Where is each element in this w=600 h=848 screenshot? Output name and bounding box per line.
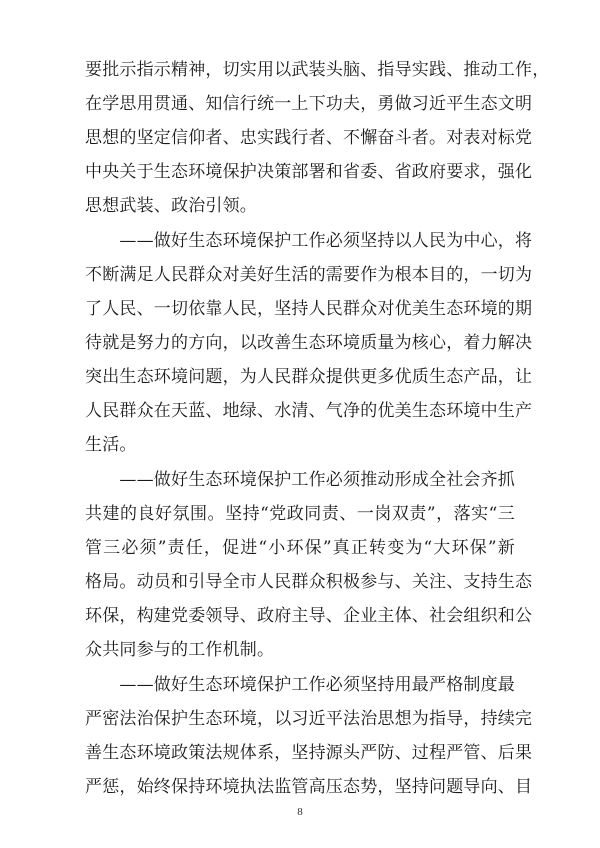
body-text-line: 不断满足人民群众对美好生活的需要作为根本目的，一切为 xyxy=(85,265,533,285)
body-text-line: 中央关于生态环境保护决策部署和省委、省政府要求，强化 xyxy=(85,162,533,182)
body-text-line: 管三必须”责任，促进“小环保”真正转变为“大环保”新 xyxy=(85,538,515,558)
paragraph-first-line: ——做好生态环境保护工作必须坚持以人民为中心，将 xyxy=(85,231,533,251)
body-text-line: 格局。动员和引导全市人民群众积极参与、关注、支持生态 xyxy=(85,572,533,592)
body-text-line: 突出生态环境问题，为人民群众提供更多优质生态产品，让 xyxy=(85,367,533,387)
paragraph-first-line: ——做好生态环境保护工作必须推动形成全社会齐抓 xyxy=(85,470,515,490)
body-text-line: 人民群众在天蓝、地绿、水清、气净的优美生态环境中生产 xyxy=(85,401,533,421)
body-text-line: 环保，构建党委领导、政府主导、企业主体、社会组织和公 xyxy=(85,606,533,626)
body-text-line: 严惩，始终保持环境执法监管高压态势，坚持问题导向、目 xyxy=(85,777,533,797)
body-text-line: 要批示指示精神，切实用以武装头脑、指导实践、推动工作， xyxy=(85,60,550,80)
body-text-line: 善生态环境政策法规体系，坚持源头严防、过程严管、后果 xyxy=(85,743,533,763)
body-text-line: 在学思用贯通、知信行统一上下功夫，勇做习近平生态文明 xyxy=(85,94,533,114)
body-text-line: 严密法治保护生态环境，以习近平法治思想为指导，持续完 xyxy=(85,709,533,729)
page-number: 8 xyxy=(297,806,303,818)
body-text-line: 思想的坚定信仰者、忠实践行者、不懈奋斗者。对表对标党 xyxy=(85,128,533,148)
body-text-line: 共建的良好氛围。坚持“党政同责、一岗双责”，落实“三 xyxy=(85,504,515,524)
body-text-line: 思想武装、政治引领。 xyxy=(85,196,257,216)
body-text-line: 众共同参与的工作机制。 xyxy=(85,640,275,660)
body-text-line: 生活。 xyxy=(85,435,137,455)
body-text-line: 了人民、一切依靠人民，坚持人民群众对优美生态环境的期 xyxy=(85,299,533,319)
body-text-line: 待就是努力的方向，以改善生态环境质量为核心，着力解决 xyxy=(85,333,533,353)
paragraph-first-line: ——做好生态环境保护工作必须坚持用最严格制度最 xyxy=(85,675,515,695)
